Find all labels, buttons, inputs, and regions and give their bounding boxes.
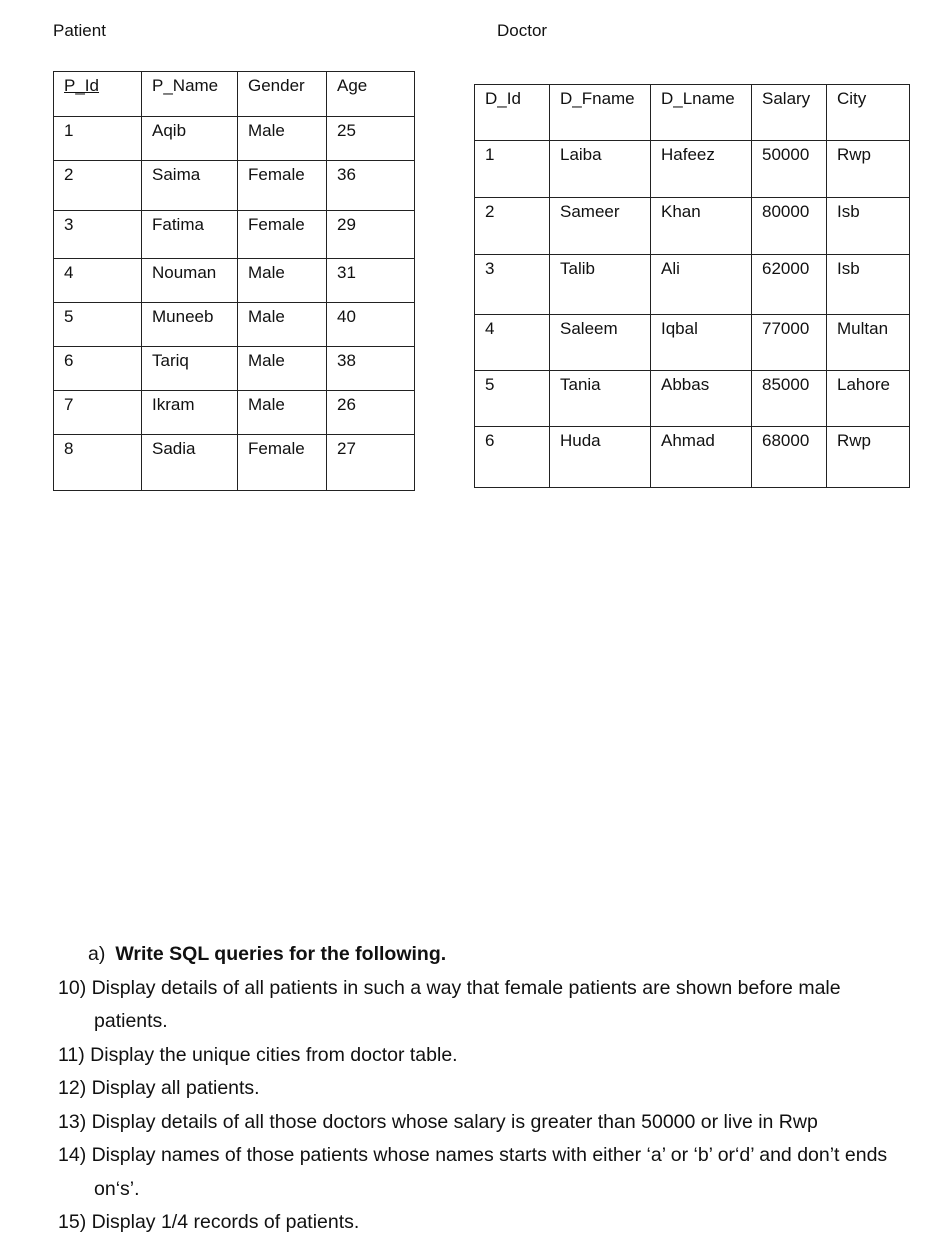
table-cell: Male bbox=[238, 347, 327, 391]
column-header-gender: Gender bbox=[238, 72, 327, 117]
column-header-d-fname: D_Fname bbox=[550, 85, 651, 141]
table-row bbox=[54, 211, 415, 259]
table-cell: Male bbox=[238, 391, 327, 435]
table-cell: 4 bbox=[475, 315, 550, 371]
question-item: 14) Display names of those patients whose names starts with either ‘a’ or ‘b’ or‘d’ and don’t ends on‘s’. bbox=[58, 1144, 888, 1200]
table-cell: Multan bbox=[827, 315, 910, 371]
column-header-age: Age bbox=[327, 72, 415, 117]
doctor-table-caption: Doctor bbox=[497, 21, 548, 40]
table-cell: Tariq bbox=[142, 347, 238, 391]
table-cell: Talib bbox=[550, 255, 651, 315]
heading-text: Write SQL queries for the following. bbox=[115, 943, 447, 965]
table-cell: Iqbal bbox=[651, 315, 752, 371]
table-cell: Ikram bbox=[142, 391, 238, 435]
table-cell: 8 bbox=[54, 435, 142, 491]
table-cell: 5 bbox=[475, 371, 550, 427]
table-cell: 3 bbox=[54, 211, 142, 259]
table-cell: Male bbox=[238, 117, 327, 161]
table-cell: 26 bbox=[327, 391, 415, 435]
table-row bbox=[475, 315, 910, 371]
table-cell: 29 bbox=[327, 211, 415, 259]
table-header-row bbox=[475, 85, 910, 141]
table-cell: 40 bbox=[327, 303, 415, 347]
table-cell: 1 bbox=[54, 117, 142, 161]
column-header-salary: Salary bbox=[752, 85, 827, 141]
table-cell: 3 bbox=[475, 255, 550, 315]
question-item: 10) Display details of all patients in such a way that female patients are shown before male patients. bbox=[58, 976, 841, 1032]
table-cell: 5 bbox=[54, 303, 142, 347]
table-cell: Male bbox=[238, 303, 327, 347]
table-cell: Female bbox=[238, 161, 327, 211]
table-row bbox=[475, 255, 910, 315]
table-cell: Aqib bbox=[142, 117, 238, 161]
table-cell: 6 bbox=[475, 427, 550, 488]
table-row bbox=[54, 303, 415, 347]
table-cell: Isb bbox=[827, 198, 910, 255]
patient-table-caption: Patient bbox=[53, 21, 106, 40]
column-header-d-lname: D_Lname bbox=[651, 85, 752, 141]
patient-table bbox=[53, 71, 415, 491]
table-cell: 50000 bbox=[752, 141, 827, 198]
table-cell: Hafeez bbox=[651, 141, 752, 198]
table-cell: 1 bbox=[475, 141, 550, 198]
table-cell: 7 bbox=[54, 391, 142, 435]
table-cell: Rwp bbox=[827, 141, 910, 198]
table-cell: 85000 bbox=[752, 371, 827, 427]
table-cell: Male bbox=[238, 259, 327, 303]
table-cell: Rwp bbox=[827, 427, 910, 488]
table-row bbox=[54, 391, 415, 435]
table-row bbox=[54, 161, 415, 211]
table-cell: Female bbox=[238, 435, 327, 491]
table-cell: 25 bbox=[327, 117, 415, 161]
questions-section bbox=[58, 938, 918, 1240]
table-cell: 80000 bbox=[752, 198, 827, 255]
table-row bbox=[54, 347, 415, 391]
questions-heading bbox=[58, 938, 918, 972]
table-cell: 68000 bbox=[752, 427, 827, 488]
table-header-row bbox=[54, 72, 415, 117]
table-cell: Isb bbox=[827, 255, 910, 315]
table-cell: Nouman bbox=[142, 259, 238, 303]
question-item: 15) Display 1/4 records of patients. bbox=[58, 1211, 360, 1233]
table-cell: 77000 bbox=[752, 315, 827, 371]
table-cell: Laiba bbox=[550, 141, 651, 198]
column-header-d-id: D_Id bbox=[475, 85, 550, 141]
table-cell: Tania bbox=[550, 371, 651, 427]
table-cell: 62000 bbox=[752, 255, 827, 315]
table-row bbox=[54, 259, 415, 303]
table-cell: Female bbox=[238, 211, 327, 259]
table-cell: 38 bbox=[327, 347, 415, 391]
column-header-p-name: P_Name bbox=[142, 72, 238, 117]
table-row bbox=[54, 117, 415, 161]
table-cell: 2 bbox=[54, 161, 142, 211]
column-header-p-id: P_Id bbox=[54, 72, 142, 117]
table-row bbox=[475, 198, 910, 255]
table-cell: Ali bbox=[651, 255, 752, 315]
table-row bbox=[475, 371, 910, 427]
table-cell: Ahmad bbox=[651, 427, 752, 488]
table-cell: Abbas bbox=[651, 371, 752, 427]
table-cell: 6 bbox=[54, 347, 142, 391]
table-cell: 2 bbox=[475, 198, 550, 255]
table-cell: Lahore bbox=[827, 371, 910, 427]
table-cell: Saima bbox=[142, 161, 238, 211]
table-cell: Sadia bbox=[142, 435, 238, 491]
table-cell: Khan bbox=[651, 198, 752, 255]
column-header-city: City bbox=[827, 85, 910, 141]
table-row bbox=[475, 141, 910, 198]
question-item: 12) Display all patients. bbox=[58, 1077, 260, 1099]
table-cell: 4 bbox=[54, 259, 142, 303]
table-cell: 27 bbox=[327, 435, 415, 491]
doctor-table bbox=[474, 84, 910, 488]
table-cell: Fatima bbox=[142, 211, 238, 259]
question-item: 13) Display details of all those doctors whose salary is greater than 50000 or live in Rwp bbox=[58, 1110, 818, 1133]
part-marker: a) bbox=[88, 943, 106, 965]
table-cell: Muneeb bbox=[142, 303, 238, 347]
table-cell: Huda bbox=[550, 427, 651, 488]
table-cell: 36 bbox=[327, 161, 415, 211]
table-row bbox=[54, 435, 415, 491]
table-row bbox=[475, 427, 910, 488]
table-cell: Saleem bbox=[550, 315, 651, 371]
table-cell: Sameer bbox=[550, 198, 651, 255]
question-item: 11) Display the unique cities from doctor table. bbox=[58, 1043, 458, 1066]
table-cell: 31 bbox=[327, 259, 415, 303]
